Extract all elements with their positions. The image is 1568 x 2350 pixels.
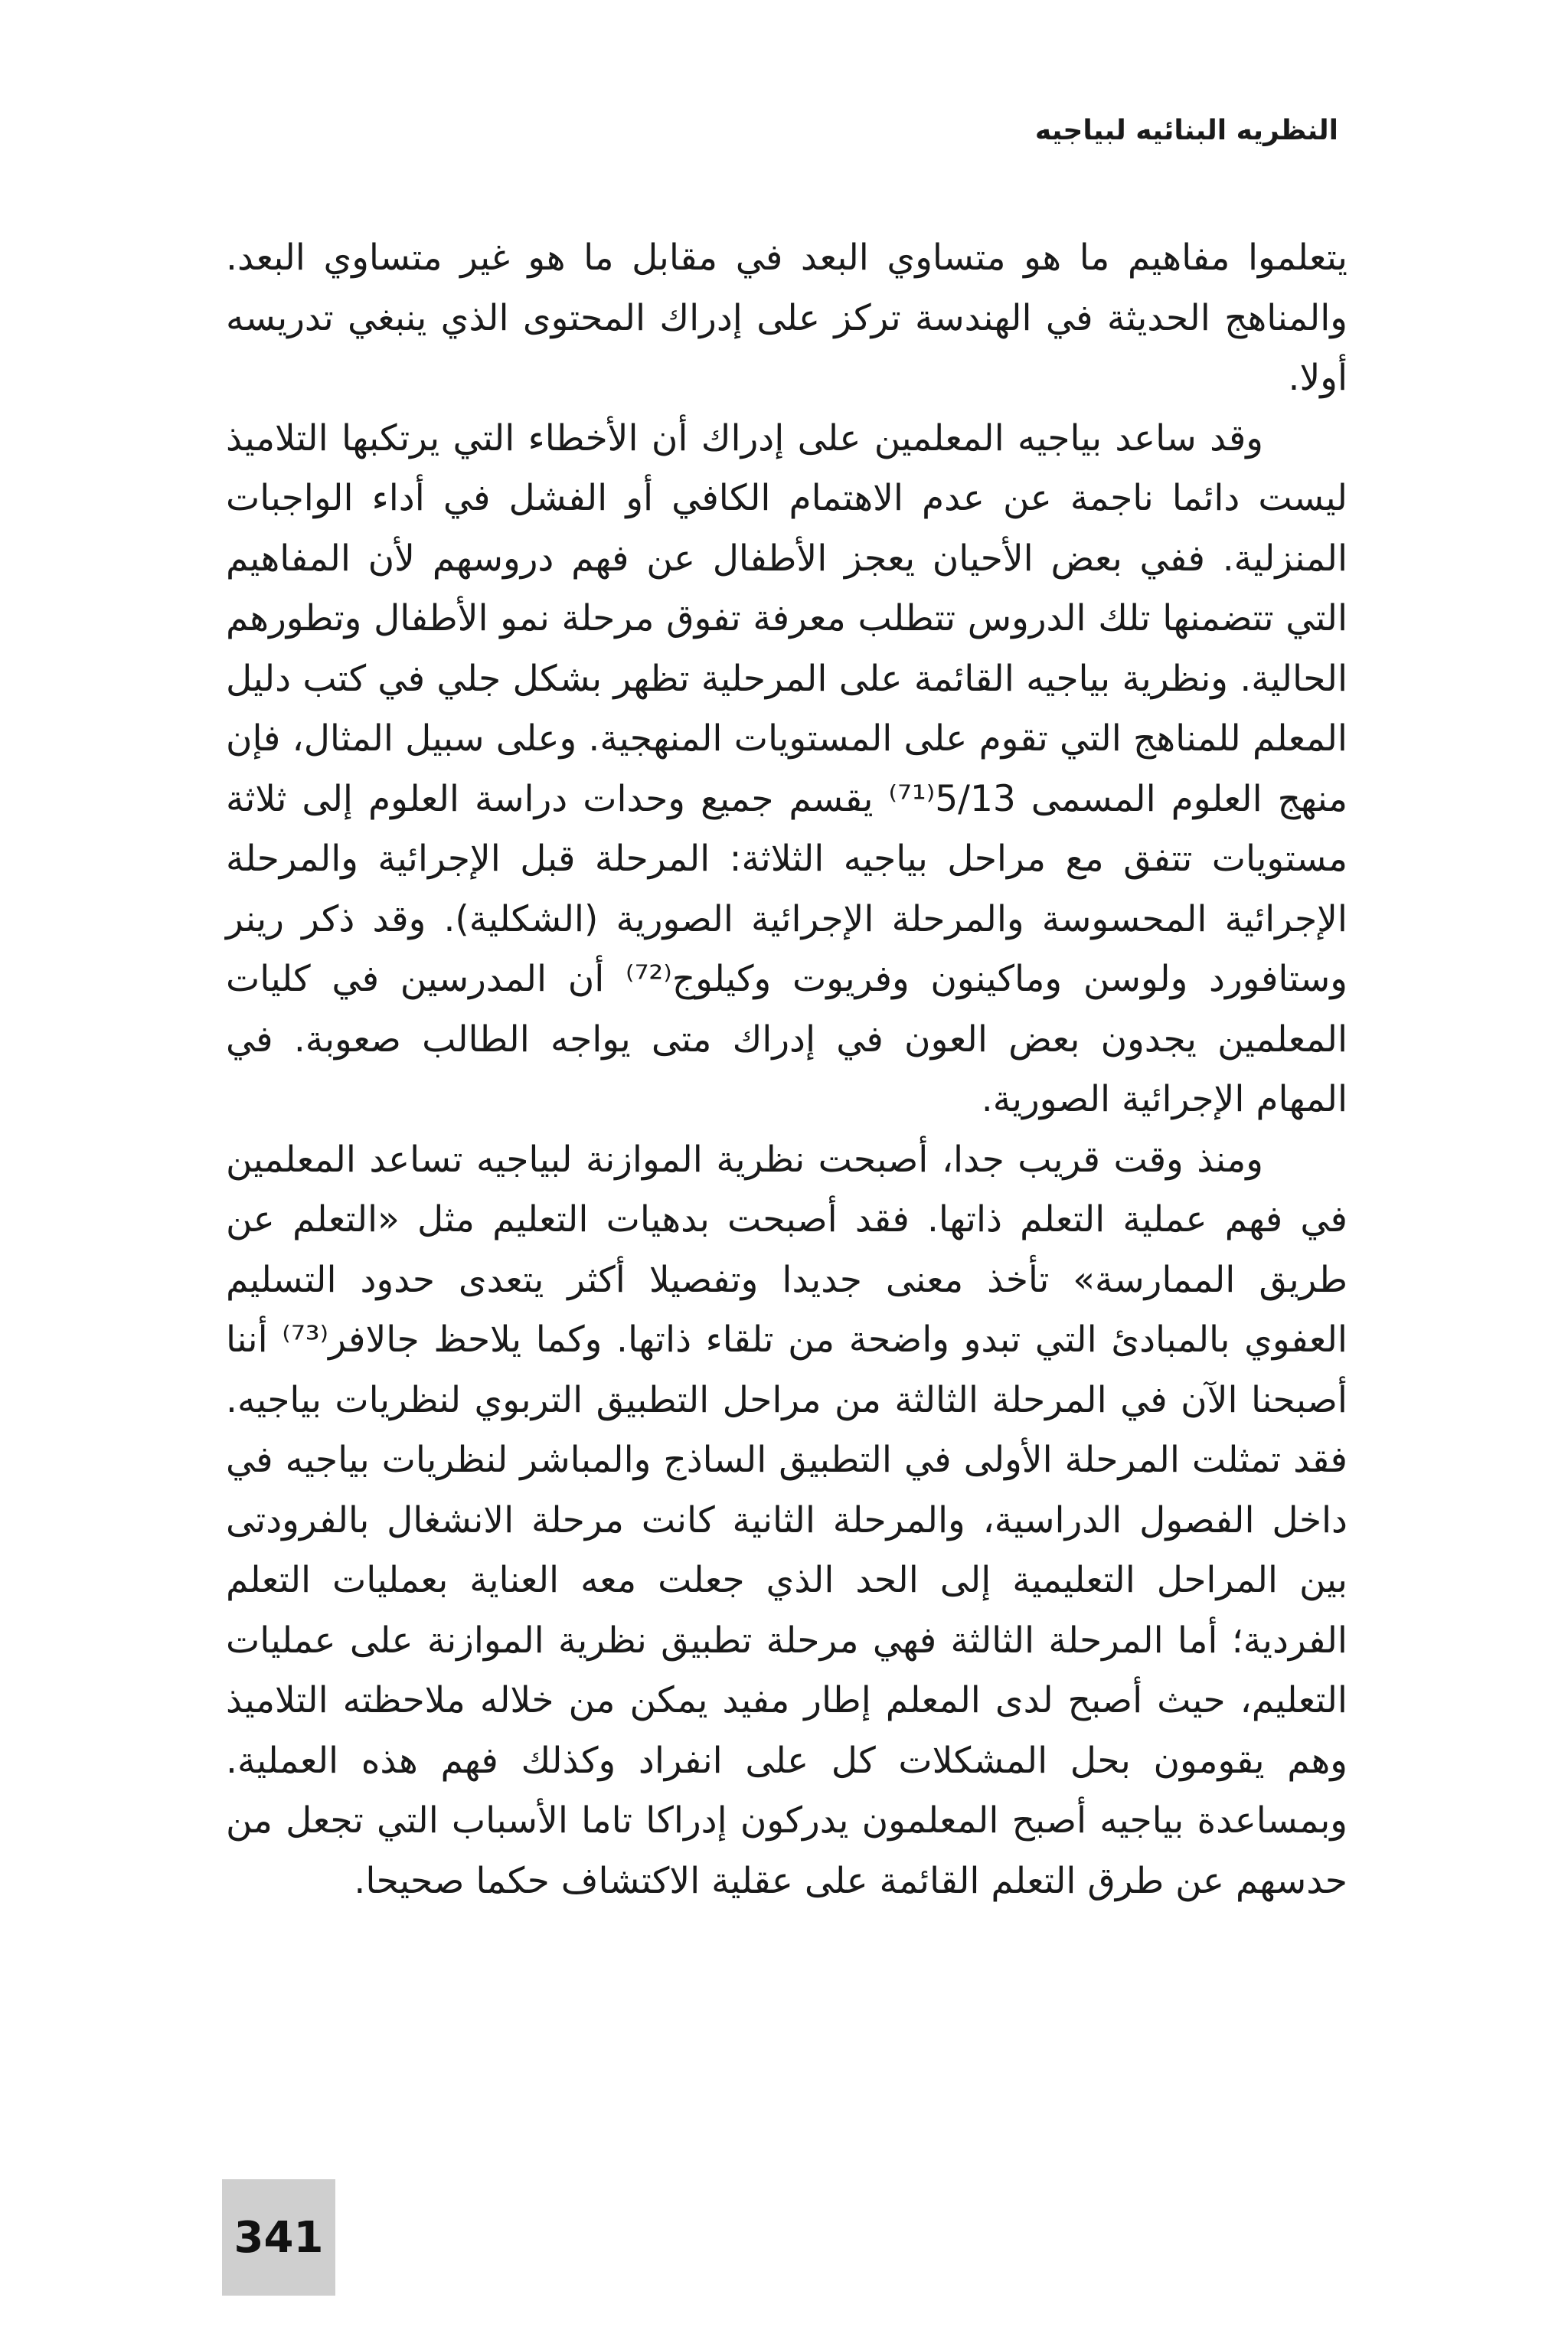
page-number-box: [222, 2179, 335, 2296]
paragraph-2: وقد ساعد بياجيه المعلمين على إدراك أن الأخطاء التي يرتكبها التلاميذ ليست دائما ناجمة عن عدم الاهتمام الكافي أو الفشل في أداء الواجبات المنزلية. ففي بعض الأحيان يعجز الأطفال عن فهم دروسهم لأن المفاهيم التي تتضمنها تلك الدروس تتطلب معرفة تفوق مرحلة نمو الأطفال وتطورهم الحالية. ونظرية بياجيه القائمة على المرحلية تظهر بشكل جلي في كتب دليل المعلم للمناهج التي تقوم على المستويات المنهجية. وعلى سبيل المثال، فإن منهج العلوم المسمى 5/13⁽⁷¹⁾ يقسم جميع وحدات دراسة العلوم إلى ثلاثة مستويات تتفق مع مراحل بياجيه الثلاثة: المرحلة قبل الإجرائية والمرحلة الإجرائية المحسوسة والمرحلة الإجرائية الصورية (الشكلية). وقد ذكر رينر وستافورد ولوسن وماكينون وفريوت وكيلوج⁽⁷²⁾ أن المدرسين في كليات المعلمين يجدون بعض العون في إدراك متى يواجه الطالب صعوبة. في المهام الإجرائية الصورية.: [226, 417, 1348, 1120]
paragraph-1: يتعلموا مفاهيم ما هو متساوي البعد في مقابل ما هو غير متساوي البعد. والمناهج الحديثة في الهندسة تركز على إدراك المحتوى الذي ينبغي تدريسه أولا.: [226, 237, 1348, 399]
running-header: النظريه البنائيه لبياجيه: [1034, 115, 1338, 146]
page-number: 341: [234, 2212, 324, 2263]
body-text: [226, 228, 1348, 1911]
paragraph-3: ومنذ وقت قريب جدا، أصبحت نظرية الموازنة لبياجيه تساعد المعلمين في فهم عملية التعلم ذاتها. فقد أصبحت بدهيات التعليم مثل «التعلم عن طريق الممارسة» تأخذ معنى جديدا وتفصيلا أكثر يتعدى حدود التسليم العفوي بالمبادئ التي تبدو واضحة من تلقاء ذاتها. وكما يلاحظ جالافر⁽⁷³⁾ أننا أصبحنا الآن في المرحلة الثالثة من مراحل التطبيق التربوي لنظريات بياجيه. فقد تمثلت المرحلة الأولى في التطبيق الساذج والمباشر لنظريات بياجيه في داخل الفصول الدراسية، والمرحلة الثانية كانت مرحلة الانشغال بالفرودتى بين المراحل التعليمية إلى الحد الذي جعلت معه العناية بعمليات التعلم الفردية؛ أما المرحلة الثالثة فهي مرحلة تطبيق نظرية الموازنة على عمليات التعليم، حيث أصبح لدى المعلم إطار مفيد يمكن من خلاله ملاحظته التلاميذ وهم يقومون بحل المشكلات كل على انفراد وكذلك فهم هذه العملية. وبمساعدة بياجيه أصبح المعلمون يدركون إدراكا تاما الأسباب التي تجعل من حدسهم عن طرق التعلم القائمة على عقلية الاكتشاف حكما صحيحا.: [226, 1138, 1348, 1902]
